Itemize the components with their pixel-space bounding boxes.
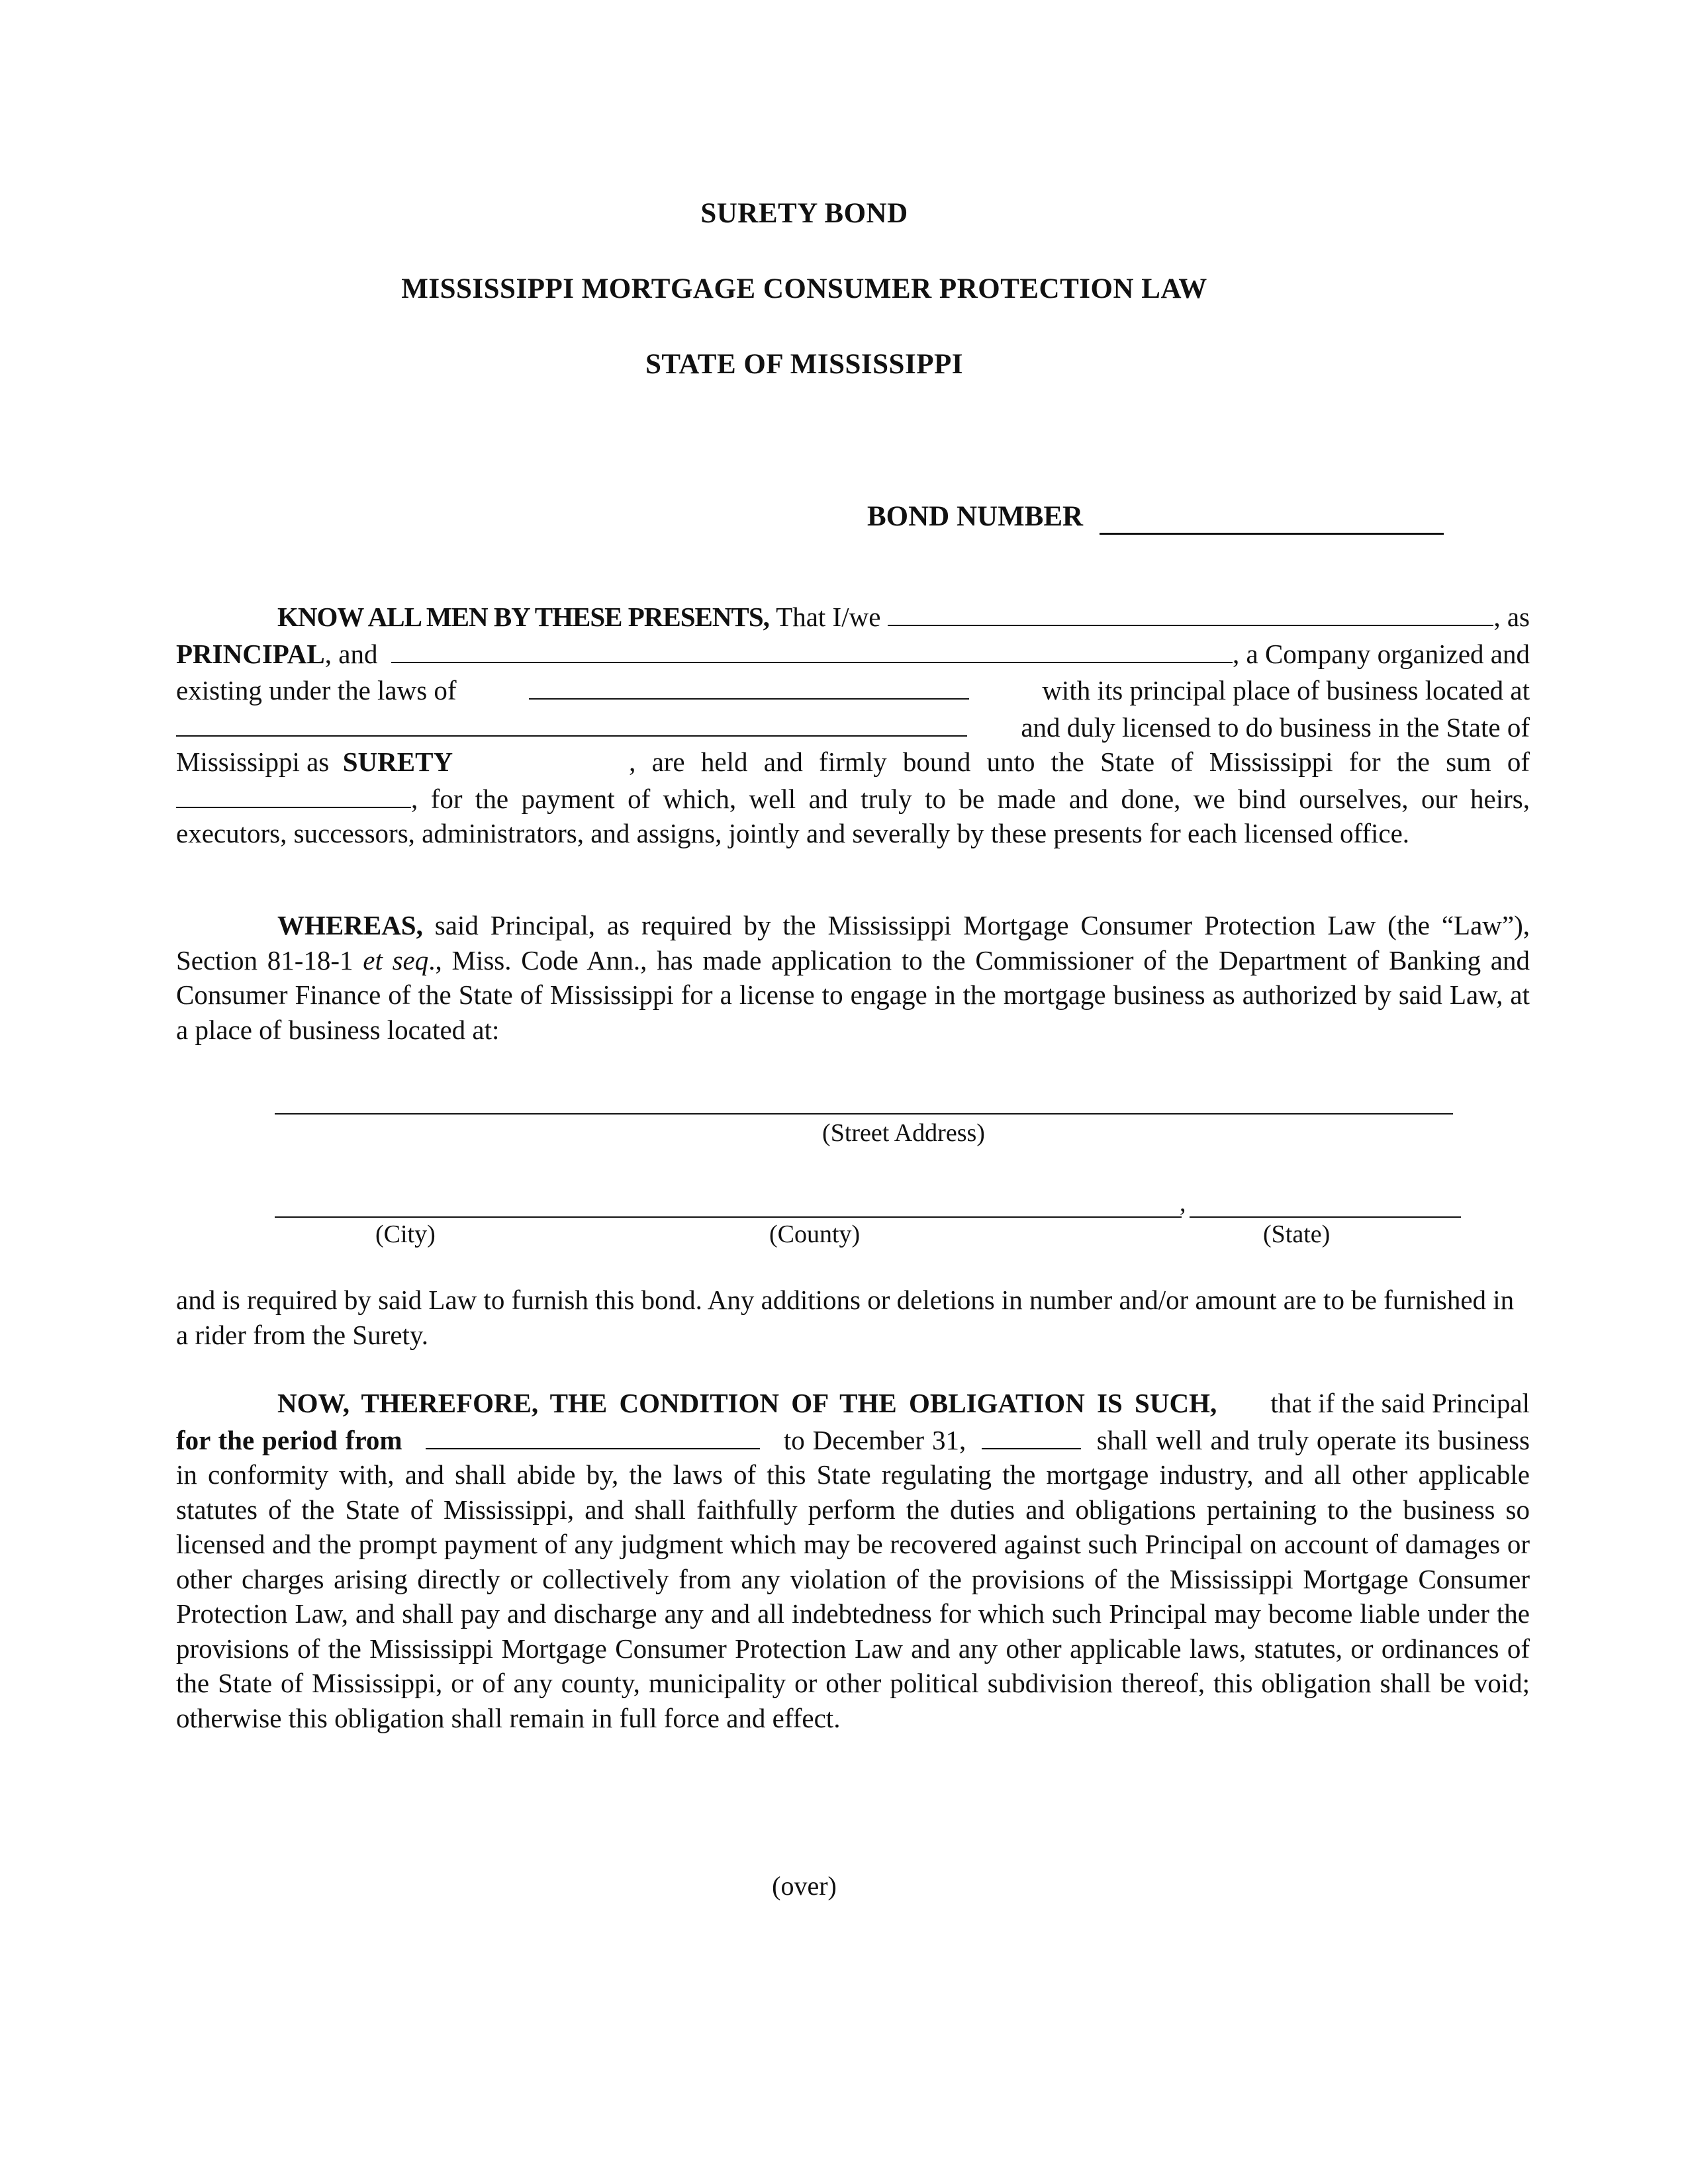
- payment-text: , for the payment of which, well and truly to be made and done, we bind ourselves, our heirs, executors, successors, administrators, and assigns, jointly and severally by these presents for each licensed office.: [176, 783, 1530, 848]
- company-organized-text: , a Company organized and: [1233, 638, 1530, 669]
- street-address-label: (Street Address): [822, 1119, 985, 1147]
- document-subtitle: MISSISSIPPI MORTGAGE CONSUMER PROTECTION LAW: [401, 273, 1207, 304]
- address-comma: ,: [1180, 1189, 1186, 1217]
- licensed-text: and duly licensed to do business in the State of: [1021, 711, 1530, 743]
- over-indicator: (over): [772, 1871, 837, 1901]
- principal-name-blank[interactable]: [888, 598, 1494, 626]
- bond-number-label: BOND NUMBER: [867, 501, 1084, 532]
- period-label: for the period from: [176, 1424, 402, 1455]
- december-text: to December 31,: [783, 1424, 966, 1455]
- rider-paragraph: [176, 1283, 1530, 1352]
- whereas-text-2: ., Miss. Code Ann., has made application to the Commissioner of the Department of Banking and Consumer Finance of the State of Mississippi for a license to engage in the mortgage business as authorized by said Law, at a place of business located at:: [176, 944, 1530, 1045]
- document-title: SURETY BOND: [700, 198, 908, 229]
- state-label: (State): [1263, 1220, 1331, 1248]
- street-address-line[interactable]: [275, 1113, 1453, 1115]
- state-heading: STATE OF MISSISSIPPI: [645, 349, 963, 380]
- mississippi-as-text: Mississippi as: [176, 747, 330, 777]
- laws-of-text: existing under the laws of: [176, 675, 457, 705]
- period-start-blank[interactable]: [426, 1421, 760, 1449]
- surety-label: SURETY: [342, 747, 453, 777]
- condition-body-text: shall well and truly operate its business in conformity with, and shall abide by, the laws of this State regulating the mortgage industry, and all other applicable statutes of the State of Mississippi, and shall faithfully perform the duties and obligations pertaining to the business so licensed and the prompt payment of any judgment which may be recovered against such Principal on account of damages or other charges arising directly or collectively from any violation of the provisions of the Mississippi Mortgage Consumer Protection Law, and shall pay and discharge any and all indebtedness for which such Principal may become liable under the provisions of the Mississippi Mortgage Consumer Protection Law and any other applicable laws, statutes, or ordinances of the State of Mississippi, or of any county, municipality or other political subdivision thereof, this obligation shall be void; otherwise this obligation shall remain in full force and effect.: [176, 1424, 1530, 1733]
- whereas-lead: WHEREAS,: [277, 910, 423, 940]
- surety-address-blank[interactable]: [176, 708, 967, 737]
- rider-text: and is required by said Law to furnish this bond. Any additions or deletions in number and/or amount are to be furnished in a rider from the Surety.: [176, 1285, 1515, 1350]
- condition-paragraph: [176, 1386, 1530, 1735]
- know-all-lead: KNOW ALL MEN BY THESE PRESENTS,: [277, 602, 769, 632]
- whereas-text-1: said Principal, as required by the Mississippi Mortgage Consumer Protection Law (the “Law”), Section 81-18-1: [176, 910, 1530, 976]
- bond-number-blank[interactable]: [1100, 500, 1444, 535]
- bond-number-field: [867, 500, 1444, 535]
- county-label: (County): [769, 1220, 861, 1248]
- period-year-blank[interactable]: [982, 1421, 1081, 1449]
- condition-lead: NOW, THEREFORE, THE CONDITION OF THE OBLIGATION IS SUCH,: [277, 1388, 1217, 1418]
- bond-sum-blank[interactable]: [176, 780, 411, 808]
- surety-company-blank[interactable]: [391, 635, 1233, 663]
- city-label: (City): [375, 1220, 436, 1248]
- et-seq-text: et seq: [363, 944, 429, 976]
- know-all-paragraph: [176, 598, 1530, 851]
- as-text: , as: [1493, 602, 1530, 632]
- held-bound-text: , are held and firmly bound unto the State of Mississippi for the sum of: [629, 747, 1530, 777]
- city-county-line[interactable]: [275, 1216, 1182, 1218]
- principal-label: PRINCIPAL: [176, 638, 325, 669]
- place-of-business-text: with its principal place of business located at: [1042, 675, 1530, 705]
- if-principal-text: that if the said Principal: [1270, 1388, 1530, 1418]
- know-all-text: That I/we: [776, 602, 881, 632]
- and-text: , and: [324, 638, 378, 669]
- whereas-paragraph: [176, 908, 1530, 1047]
- state-line[interactable]: [1190, 1216, 1461, 1218]
- state-of-incorporation-blank[interactable]: [529, 671, 969, 700]
